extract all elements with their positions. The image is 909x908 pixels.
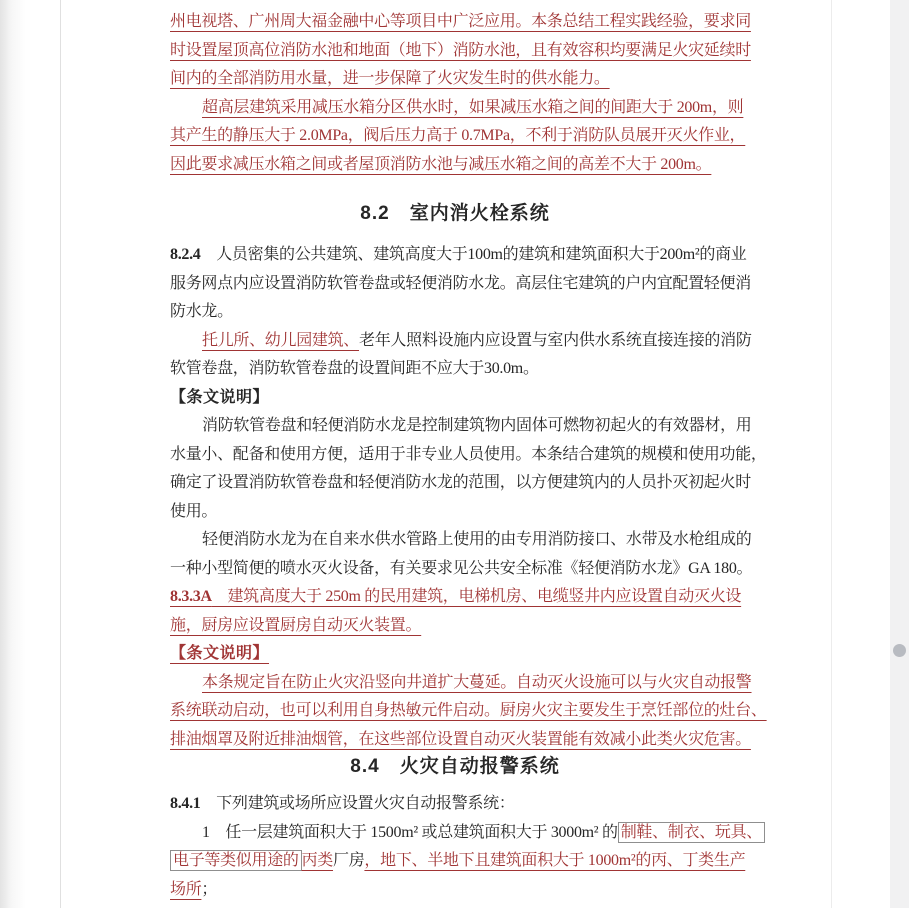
page-left-border (60, 0, 61, 908)
text-line (170, 355, 740, 384)
text-line (170, 8, 751, 37)
text-run: 8.4.1 (170, 795, 201, 812)
text-line (170, 555, 753, 584)
text-run: 电子等类似用途的 (170, 850, 302, 871)
text-run: 人员密集的公共建筑、建筑高度大于100m的建筑和建筑面积大于200m²的商业 (200, 246, 747, 263)
text-line (170, 669, 752, 698)
text-line (170, 583, 740, 612)
text-run: 下列建筑或场所应设置火灾自动报警系统： (200, 795, 515, 812)
text-line (170, 498, 740, 527)
text-line (170, 384, 740, 413)
text-run: 间内的全部消防用水量，进一步保障了火灾发生时的供水能力。 (170, 70, 610, 87)
text-run: 州电视塔、广州周大福金融中心等项目中广泛应用。本条总结工程实践经验，要求同 (170, 13, 751, 30)
text-run: 系统联动启动，也可以利用自身热敏元件启动。厨房火灾主要发生于烹饪部位的灶台、 (170, 702, 767, 719)
text-run: 8.2 室内消火栓系统 (360, 203, 550, 224)
text-line (170, 640, 740, 669)
section-heading (170, 201, 740, 227)
text-line (170, 441, 767, 470)
page-right-border (831, 0, 832, 908)
text-line (170, 847, 746, 876)
section-heading (170, 754, 740, 780)
text-line (170, 298, 740, 327)
text-run: 场所 (170, 880, 202, 898)
text-line (170, 270, 751, 299)
text-line (170, 37, 751, 66)
text-run: 消防软管卷盘和轻便消防水龙是控制建筑物内固体可燃物初起火的有效器材，用 (202, 417, 752, 434)
text-line (170, 526, 752, 555)
text-run: 8.2.4 (170, 246, 201, 263)
text-run: 本条规定旨在防止火灾沿竖向井道扩大蔓延。自动灭火设施可以与火灾自动报警 (202, 673, 752, 691)
text-run: 一种小型简便的喷水灭火设备，有关要求见公共安全标准《轻便消防水龙》GA 180。 (170, 559, 753, 577)
text-run: ； (201, 880, 218, 898)
text-run: 时设置屋顶高位消防水池和地面（地下）消防水池，且有效容积均要满足火灾延续时 (170, 41, 751, 59)
text-run: 超高层建筑采用减压水箱分区供水时，如果减压水箱之间的间距大于 200m，则 (202, 98, 744, 116)
text-run: ，地下、半地下且建筑面积大于 1000m²的丙、丁类生产 (364, 852, 746, 869)
text-line (170, 819, 762, 848)
text-run: 制鞋、制衣、玩具、 (618, 822, 765, 843)
text-run: 软管卷盘，消防软管卷盘的设置间距不应大于30.0m。 (170, 360, 539, 377)
text-run: 水量小、配备和使用方便，适用于非专业人员使用。本条结合建筑的规模和使用功能， (170, 445, 767, 463)
text-run: 8.4 火灾自动报警系统 (350, 756, 560, 777)
text-run: 施，厨房应设置厨房自动灭火装置。 (170, 616, 422, 634)
text-line (170, 122, 746, 151)
text-run: 服务网点内应设置消防软管卷盘或轻便消防水龙。高层住宅建筑的户内宜配置轻便消 (170, 274, 751, 292)
text-line (170, 94, 744, 123)
text-run: 其产生的静压大于 2.0MPa，阀后压力高于 0.7MPa，不利于消防队员展开灭火作业， (170, 127, 746, 144)
text-run: 排油烟罩及附近排油烟管，在这些部位设置自动灭火装置能有效减小此类火灾危害。 (170, 730, 751, 748)
text-run: 1 任一层建筑面积大于 1500m² 或总建筑面积大于 3000m² 的 (202, 823, 618, 841)
text-run: 8.3.3A (170, 588, 212, 605)
text-line (170, 241, 747, 270)
text-run: 【条文说明】 (170, 645, 270, 662)
text-run: 厂房 (333, 852, 365, 869)
text-run: 因此要求减压水箱之间或者屋顶消防水池与减压水箱之间的高差不大于 200m。 (170, 155, 712, 173)
document-content (170, 8, 767, 904)
scrollbar-track[interactable] (890, 0, 909, 908)
scrollbar-thumb[interactable] (893, 644, 906, 657)
text-line (170, 612, 740, 641)
text-line (170, 697, 767, 726)
text-line (170, 726, 751, 755)
text-line (170, 790, 740, 819)
text-run: 老年人照料设施内应设置与室内供水系统直接连接的消防 (359, 331, 752, 349)
text-run: 防水龙。 (170, 303, 233, 320)
text-line (170, 876, 740, 905)
text-run: 建筑高度大于 250m 的民用建筑，电梯机房、电缆竖井内应设置自动灭火设 (211, 588, 742, 605)
text-line (170, 469, 751, 498)
text-run: 使用。 (170, 502, 218, 520)
text-run: 确定了设置消防软管卷盘和轻便消防水龙的范围，以方便建筑内的人员扑灭初起火时 (170, 474, 751, 491)
text-line (170, 412, 752, 441)
text-line (170, 327, 752, 356)
text-line (170, 151, 740, 180)
text-run: 丙类 (301, 852, 334, 869)
window-left-shadow (0, 0, 26, 908)
text-line (170, 65, 740, 94)
text-run: 【条文说明】 (170, 388, 270, 406)
text-run: 轻便消防水龙为在自来水供水管路上使用的由专用消防接口、水带及水枪组成的 (202, 531, 752, 548)
text-run: 托儿所、幼儿园建筑、 (202, 331, 360, 349)
